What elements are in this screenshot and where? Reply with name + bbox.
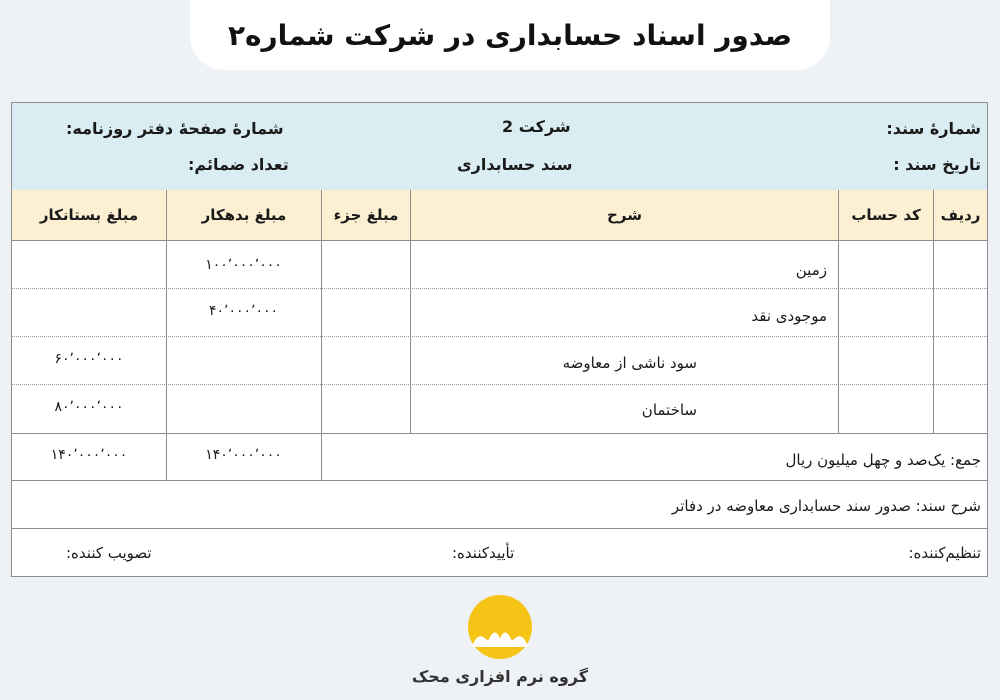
journal-page-label: شمارۀ صفحۀ دفتر روزنامه:: [66, 119, 284, 138]
col-row: ردیف: [933, 190, 987, 240]
approved-by-label: تصویب کننده:: [66, 544, 152, 562]
row-1-description: زمین: [795, 261, 827, 279]
prepared-by-label: تنظیم‌کننده:: [908, 544, 981, 562]
row-separator: [12, 384, 987, 385]
attachments-label: تعداد ضمائم:: [188, 155, 289, 174]
totals-debit: ۱۴۰٬۰۰۰٬۰۰۰: [205, 447, 282, 463]
page-title: صدور اسناد حسابداری در شرکت شماره۲: [227, 18, 793, 52]
doc-date-label: تاریخ سند :: [893, 155, 981, 174]
grid-line: [166, 240, 167, 480]
col-partial-amount: مبلغ جزء: [321, 190, 410, 240]
doc-type: سند حسابداری: [457, 155, 573, 174]
row-2-debit: ۴۰٬۰۰۰٬۰۰۰: [208, 303, 279, 319]
row-4-credit: ۸۰٬۰۰۰٬۰۰۰: [54, 399, 124, 415]
doc-description: شرح سند: صدور سند حسابداری معاوضه در دفاتر: [671, 497, 981, 515]
row-separator: [12, 336, 987, 337]
brand-block: [400, 595, 600, 695]
row-1-debit: ۱۰۰٬۰۰۰٬۰۰۰: [205, 257, 282, 273]
accounting-voucher: [11, 102, 988, 577]
totals-credit: ۱۴۰٬۰۰۰٬۰۰۰: [50, 447, 128, 463]
brand-name: گروه نرم افزاری محک: [411, 667, 589, 686]
grid-line: [321, 240, 322, 480]
description-top-line: [12, 480, 987, 481]
mahak-logo-icon: [400, 595, 600, 665]
col-debit-amount: مبلغ بدهکار: [166, 190, 321, 240]
row-3-credit: ۶۰٬۰۰۰٬۰۰۰: [54, 351, 124, 367]
row-3-description: سود ناشی از معاوضه: [562, 354, 697, 372]
col-credit-amount: مبلغ بستانکار: [39, 206, 139, 224]
row-2-description: موجودی نقد: [751, 307, 827, 325]
company-name: شرکت 2: [502, 117, 571, 136]
col-description: شرح: [410, 190, 838, 240]
totals-top-line: [12, 433, 987, 434]
voucher-header: [12, 103, 987, 191]
title-card: [190, 0, 830, 70]
signature-top-line: [12, 528, 987, 529]
doc-number-label: شمارۀ سند:: [886, 119, 981, 138]
col-account-code: کد حساب: [838, 190, 933, 240]
column-headers: [12, 190, 987, 241]
row-separator: [12, 288, 987, 289]
row-4-description: ساختمان: [641, 401, 697, 419]
verified-by-label: تأییدکننده:: [452, 544, 515, 562]
totals-label: جمع: یک‌صد و چهل میلیون ریال: [785, 451, 981, 469]
